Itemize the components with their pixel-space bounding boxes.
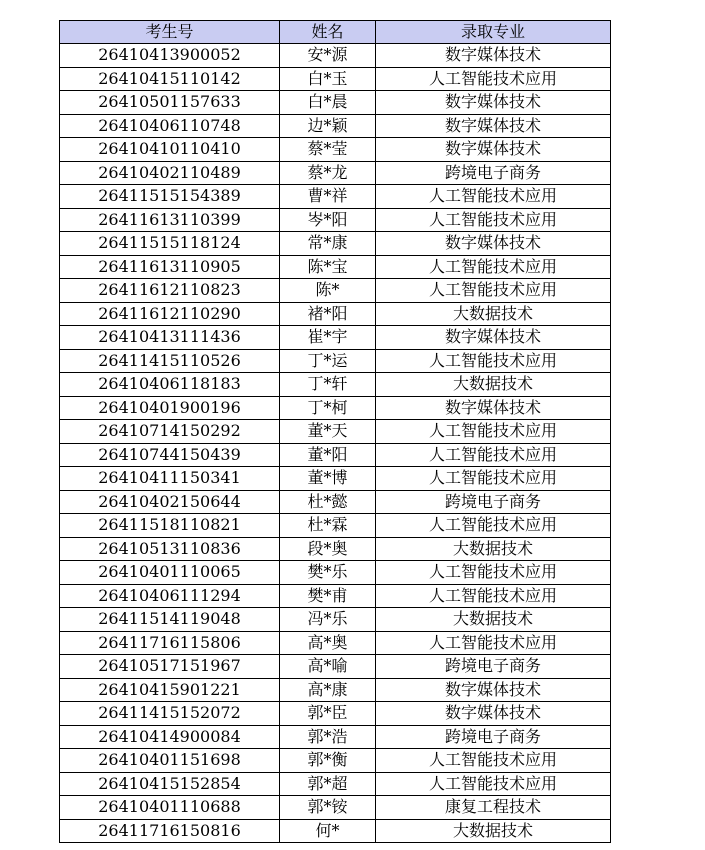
cell-name: 郭*衡 bbox=[280, 749, 376, 773]
cell-major: 数字媒体技术 bbox=[376, 114, 611, 138]
header-name: 姓名 bbox=[280, 21, 376, 44]
table-row bbox=[60, 631, 611, 655]
cell-major: 人工智能技术应用 bbox=[376, 584, 611, 608]
cell-major: 人工智能技术应用 bbox=[376, 514, 611, 538]
cell-exam-number: 26410415901221 bbox=[60, 678, 280, 702]
table-row bbox=[60, 326, 611, 350]
cell-name: 蔡*莹 bbox=[280, 138, 376, 162]
table-row bbox=[60, 584, 611, 608]
table-row bbox=[60, 420, 611, 444]
table-row bbox=[60, 702, 611, 726]
cell-name: 白*玉 bbox=[280, 67, 376, 91]
cell-exam-number: 26410415110142 bbox=[60, 67, 280, 91]
cell-major: 人工智能技术应用 bbox=[376, 420, 611, 444]
cell-major: 人工智能技术应用 bbox=[376, 561, 611, 585]
table-row bbox=[60, 796, 611, 820]
cell-name: 常*康 bbox=[280, 232, 376, 256]
cell-exam-number: 26410401900196 bbox=[60, 396, 280, 420]
cell-exam-number: 26410513110836 bbox=[60, 537, 280, 561]
table-row bbox=[60, 443, 611, 467]
table-row bbox=[60, 349, 611, 373]
table-body bbox=[60, 44, 611, 843]
cell-exam-number: 26411716150816 bbox=[60, 819, 280, 843]
table-row bbox=[60, 467, 611, 491]
cell-exam-number: 26410744150439 bbox=[60, 443, 280, 467]
cell-name: 岑*阳 bbox=[280, 208, 376, 232]
cell-major: 大数据技术 bbox=[376, 302, 611, 326]
cell-name: 崔*宇 bbox=[280, 326, 376, 350]
table-row bbox=[60, 561, 611, 585]
cell-major: 数字媒体技术 bbox=[376, 678, 611, 702]
cell-name: 陈*宝 bbox=[280, 255, 376, 279]
table-row bbox=[60, 655, 611, 679]
cell-exam-number: 26411415110526 bbox=[60, 349, 280, 373]
header-row bbox=[60, 21, 611, 44]
cell-major: 大数据技术 bbox=[376, 373, 611, 397]
cell-name: 蔡*龙 bbox=[280, 161, 376, 185]
cell-name: 杜*懿 bbox=[280, 490, 376, 514]
table-row bbox=[60, 678, 611, 702]
table-row bbox=[60, 185, 611, 209]
cell-exam-number: 26411415152072 bbox=[60, 702, 280, 726]
cell-exam-number: 26410402110489 bbox=[60, 161, 280, 185]
cell-exam-number: 26410406111294 bbox=[60, 584, 280, 608]
table-row bbox=[60, 490, 611, 514]
cell-exam-number: 26410411150341 bbox=[60, 467, 280, 491]
cell-exam-number: 26410517151967 bbox=[60, 655, 280, 679]
cell-exam-number: 26411613110399 bbox=[60, 208, 280, 232]
cell-major: 人工智能技术应用 bbox=[376, 349, 611, 373]
cell-major: 大数据技术 bbox=[376, 608, 611, 632]
cell-name: 陈* bbox=[280, 279, 376, 303]
table-row bbox=[60, 138, 611, 162]
table-row bbox=[60, 749, 611, 773]
cell-name: 高*康 bbox=[280, 678, 376, 702]
table-row bbox=[60, 67, 611, 91]
table-row bbox=[60, 725, 611, 749]
cell-name: 董*天 bbox=[280, 420, 376, 444]
cell-name: 郭*臣 bbox=[280, 702, 376, 726]
cell-exam-number: 26411716115806 bbox=[60, 631, 280, 655]
cell-major: 跨境电子商务 bbox=[376, 490, 611, 514]
header-major: 录取专业 bbox=[376, 21, 611, 44]
cell-name: 樊*甫 bbox=[280, 584, 376, 608]
cell-exam-number: 26411514119048 bbox=[60, 608, 280, 632]
table-row bbox=[60, 91, 611, 115]
cell-name: 樊*乐 bbox=[280, 561, 376, 585]
table-row bbox=[60, 44, 611, 68]
cell-exam-number: 26410410110410 bbox=[60, 138, 280, 162]
cell-major: 人工智能技术应用 bbox=[376, 631, 611, 655]
table-row bbox=[60, 161, 611, 185]
cell-major: 数字媒体技术 bbox=[376, 91, 611, 115]
cell-major: 数字媒体技术 bbox=[376, 326, 611, 350]
cell-name: 段*奥 bbox=[280, 537, 376, 561]
table-row bbox=[60, 772, 611, 796]
cell-major: 大数据技术 bbox=[376, 537, 611, 561]
cell-major: 跨境电子商务 bbox=[376, 161, 611, 185]
cell-major: 人工智能技术应用 bbox=[376, 67, 611, 91]
cell-major: 人工智能技术应用 bbox=[376, 208, 611, 232]
cell-name: 白*晨 bbox=[280, 91, 376, 115]
cell-exam-number: 26410415152854 bbox=[60, 772, 280, 796]
cell-name: 何* bbox=[280, 819, 376, 843]
cell-exam-number: 26411515154389 bbox=[60, 185, 280, 209]
table-row bbox=[60, 279, 611, 303]
cell-major: 数字媒体技术 bbox=[376, 396, 611, 420]
cell-exam-number: 26410413111436 bbox=[60, 326, 280, 350]
cell-exam-number: 26411518110821 bbox=[60, 514, 280, 538]
cell-major: 人工智能技术应用 bbox=[376, 443, 611, 467]
cell-major: 人工智能技术应用 bbox=[376, 749, 611, 773]
cell-name: 冯*乐 bbox=[280, 608, 376, 632]
cell-major: 人工智能技术应用 bbox=[376, 772, 611, 796]
header-exam-number: 考生号 bbox=[60, 21, 280, 44]
cell-name: 丁*运 bbox=[280, 349, 376, 373]
cell-major: 数字媒体技术 bbox=[376, 232, 611, 256]
cell-name: 郭*浩 bbox=[280, 725, 376, 749]
cell-exam-number: 26410414900084 bbox=[60, 725, 280, 749]
cell-exam-number: 26411613110905 bbox=[60, 255, 280, 279]
cell-exam-number: 26410714150292 bbox=[60, 420, 280, 444]
cell-exam-number: 26410401151698 bbox=[60, 749, 280, 773]
cell-name: 杜*霖 bbox=[280, 514, 376, 538]
table-row bbox=[60, 232, 611, 256]
cell-major: 康复工程技术 bbox=[376, 796, 611, 820]
cell-name: 褚*阳 bbox=[280, 302, 376, 326]
cell-major: 人工智能技术应用 bbox=[376, 185, 611, 209]
cell-name: 高*喻 bbox=[280, 655, 376, 679]
table-row bbox=[60, 302, 611, 326]
cell-name: 董*博 bbox=[280, 467, 376, 491]
cell-exam-number: 26410402150644 bbox=[60, 490, 280, 514]
table-row bbox=[60, 114, 611, 138]
cell-name: 董*阳 bbox=[280, 443, 376, 467]
cell-major: 人工智能技术应用 bbox=[376, 255, 611, 279]
cell-major: 数字媒体技术 bbox=[376, 138, 611, 162]
table-row bbox=[60, 537, 611, 561]
cell-major: 数字媒体技术 bbox=[376, 44, 611, 68]
cell-exam-number: 26410401110065 bbox=[60, 561, 280, 585]
cell-major: 数字媒体技术 bbox=[376, 702, 611, 726]
cell-exam-number: 26410501157633 bbox=[60, 91, 280, 115]
cell-name: 郭*超 bbox=[280, 772, 376, 796]
cell-exam-number: 26410406110748 bbox=[60, 114, 280, 138]
cell-name: 边*颖 bbox=[280, 114, 376, 138]
admission-table bbox=[59, 20, 611, 843]
cell-exam-number: 26410413900052 bbox=[60, 44, 280, 68]
table-row bbox=[60, 514, 611, 538]
cell-major: 跨境电子商务 bbox=[376, 655, 611, 679]
cell-exam-number: 26411515118124 bbox=[60, 232, 280, 256]
table-row bbox=[60, 608, 611, 632]
cell-exam-number: 26411612110290 bbox=[60, 302, 280, 326]
cell-major: 跨境电子商务 bbox=[376, 725, 611, 749]
cell-exam-number: 26410406118183 bbox=[60, 373, 280, 397]
table-row bbox=[60, 373, 611, 397]
cell-exam-number: 26410401110688 bbox=[60, 796, 280, 820]
cell-major: 人工智能技术应用 bbox=[376, 279, 611, 303]
table-row bbox=[60, 819, 611, 843]
cell-name: 安*源 bbox=[280, 44, 376, 68]
table-row bbox=[60, 208, 611, 232]
cell-name: 高*奥 bbox=[280, 631, 376, 655]
cell-name: 丁*柯 bbox=[280, 396, 376, 420]
cell-name: 曹*祥 bbox=[280, 185, 376, 209]
cell-major: 大数据技术 bbox=[376, 819, 611, 843]
cell-name: 丁*轩 bbox=[280, 373, 376, 397]
table-header bbox=[60, 21, 611, 44]
cell-exam-number: 26411612110823 bbox=[60, 279, 280, 303]
cell-name: 郭*铵 bbox=[280, 796, 376, 820]
cell-major: 人工智能技术应用 bbox=[376, 467, 611, 491]
table-row bbox=[60, 396, 611, 420]
table-row bbox=[60, 255, 611, 279]
